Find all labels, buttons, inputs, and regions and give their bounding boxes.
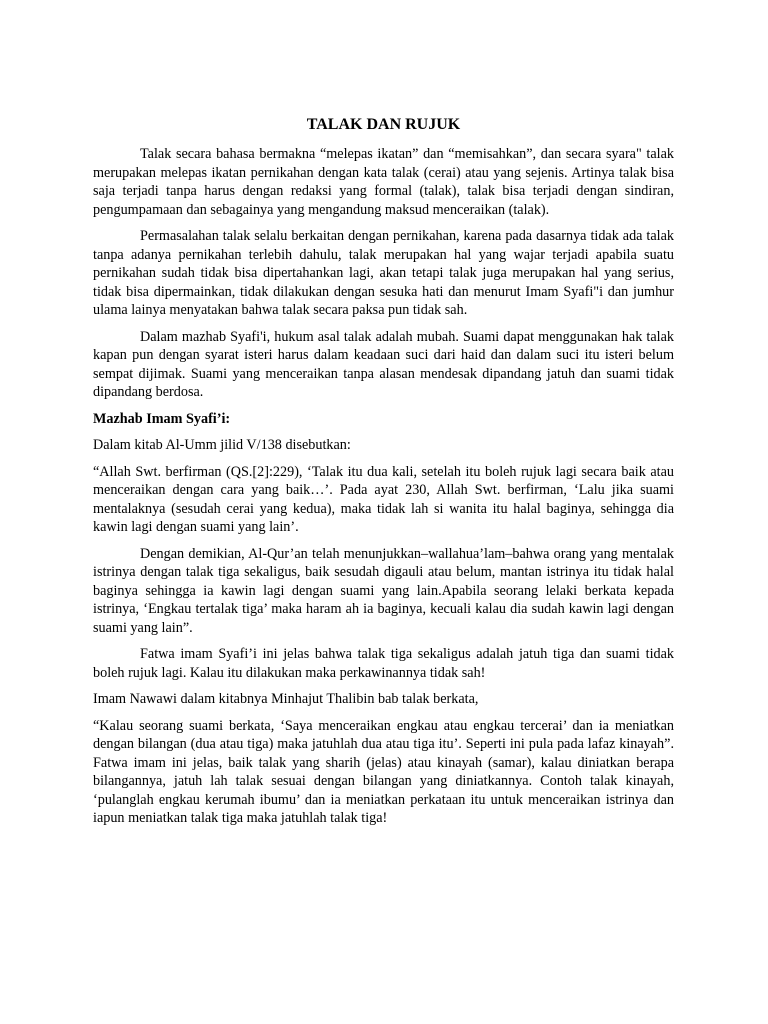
paragraph-fatwa: Fatwa imam Syafi’i ini jelas bahwa talak tiga sekaligus adalah jatuh tiga dan suami tidak boleh rujuk lagi. Kalau itu dilakukan maka perkawinannya tidak sah! <box>93 646 674 681</box>
section-heading: Mazhab Imam Syafi’i: <box>93 410 231 427</box>
paragraph-marriage: Permasalahan talak selalu berkaitan dengan pernikahan, karena pada dasarnya tidak ada talak tanpa adanya pernikahan terlebih dahulu, talak merupakan hal yang wajar terjadi apabila suatu pernikahan sudah tidak bisa dipertahankan lagi, akan tetapi talak juga merupakan hal yang serius, tidak bisa dipermainkan, tidak dilakukan dengan sesuka hati dan menurut Imam Syafi"i dan jumhur ulama lainya menyatakan bahwa talak secara paksa pun tidak sah. <box>93 228 674 318</box>
paragraph-imam-nawawi: Imam Nawawi dalam kitabnya Minhajut Thalibin bab talak berkata, <box>93 691 479 707</box>
paragraph-mazhab-syafii: Dalam mazhab Syafi'i, hukum asal talak adalah mubah. Suami dapat menggunakan hak talak kapan pun dengan syarat isteri harus dalam keadaan suci dari haid dan dalam suci itu isteri belum sempat dijimak. Suami yang menceraikan tanpa alasan mendesak dipandang jatuh dan suami tidak dipandang berdosa. <box>93 328 674 400</box>
paragraph-kinayah: “Kalau seorang suami berkata, ‘Saya menceraikan engkau atau engkau tercerai’ dan ia meniatkan dengan bilangan (dua atau tiga) maka jatuhlah dua atau tiga itu’. Seperti ini pula pada lafaz kinayah”. Fatwa imam ini jelas, baik talak yang sharih (jelas) atau kinayah (samar), kalau diniatkan berapa bilangannya, jatuh lah talak sesuai dengan bilangan yang diniatkannya. Contoh talak kinayah, ‘pulanglah engkau kerumah ibumu’ dan ia meniatkan perkataan itu untuk menceraikan istrinya dan iapun meniatkan talak tiga maka jatuhlah talak tiga! <box>93 717 674 826</box>
paragraph-al-quran: Dengan demikian, Al-Qur’an telah menunjukkan–wallahua’lam–bahwa orang yang mentalak istrinya dengan talak tiga sekaligus, baik sesudah digauli atau belum, mantan istrinya itu tidak halal baginya sehingga ia kawin lagi dengan suami yang lain.Apabila seorang lelaki berkata kepada istrinya, ‘Engkau tertalak tiga’ maka haram ah ia baginya, kecuali kalau dia sudah kawin lagi dengan suami yang lain”. <box>93 545 674 636</box>
paragraph-al-umm: Dalam kitab Al-Umm jilid V/138 disebutkan: <box>93 437 351 453</box>
document-title: TALAK DAN RUJUK <box>306 116 461 133</box>
paragraph-quote-allah: “Allah Swt. berfirman (QS.[2]:229), ‘Talak itu dua kali, setelah itu boleh rujuk lagi secara baik atau menceraikan dengan cara yang baik…’. Pada ayat 230, Allah Swt. berfirman, ‘Lalu jika suami mentalaknya (sesudah cerai yang kedua), maka tidak lah si wanita itu halal baginya, sehingga dia kawin lagi dengan suami yang lain’. <box>93 463 674 535</box>
paragraph-definition: Talak secara bahasa bermakna “melepas ikatan” dan “memisahkan”, dan secara syara" talak merupakan melepas ikatan pernikahan dengan kata talak (cerai) atau yang sejenis. Artinya talak bisa saja terjadi tanpa harus dengan redaksi yang formal (talak), talak bisa terjadi dengan sindiran, pengumpamaan dan sebagainya yang mengandung maksud menceraikan (talak). <box>93 146 674 218</box>
